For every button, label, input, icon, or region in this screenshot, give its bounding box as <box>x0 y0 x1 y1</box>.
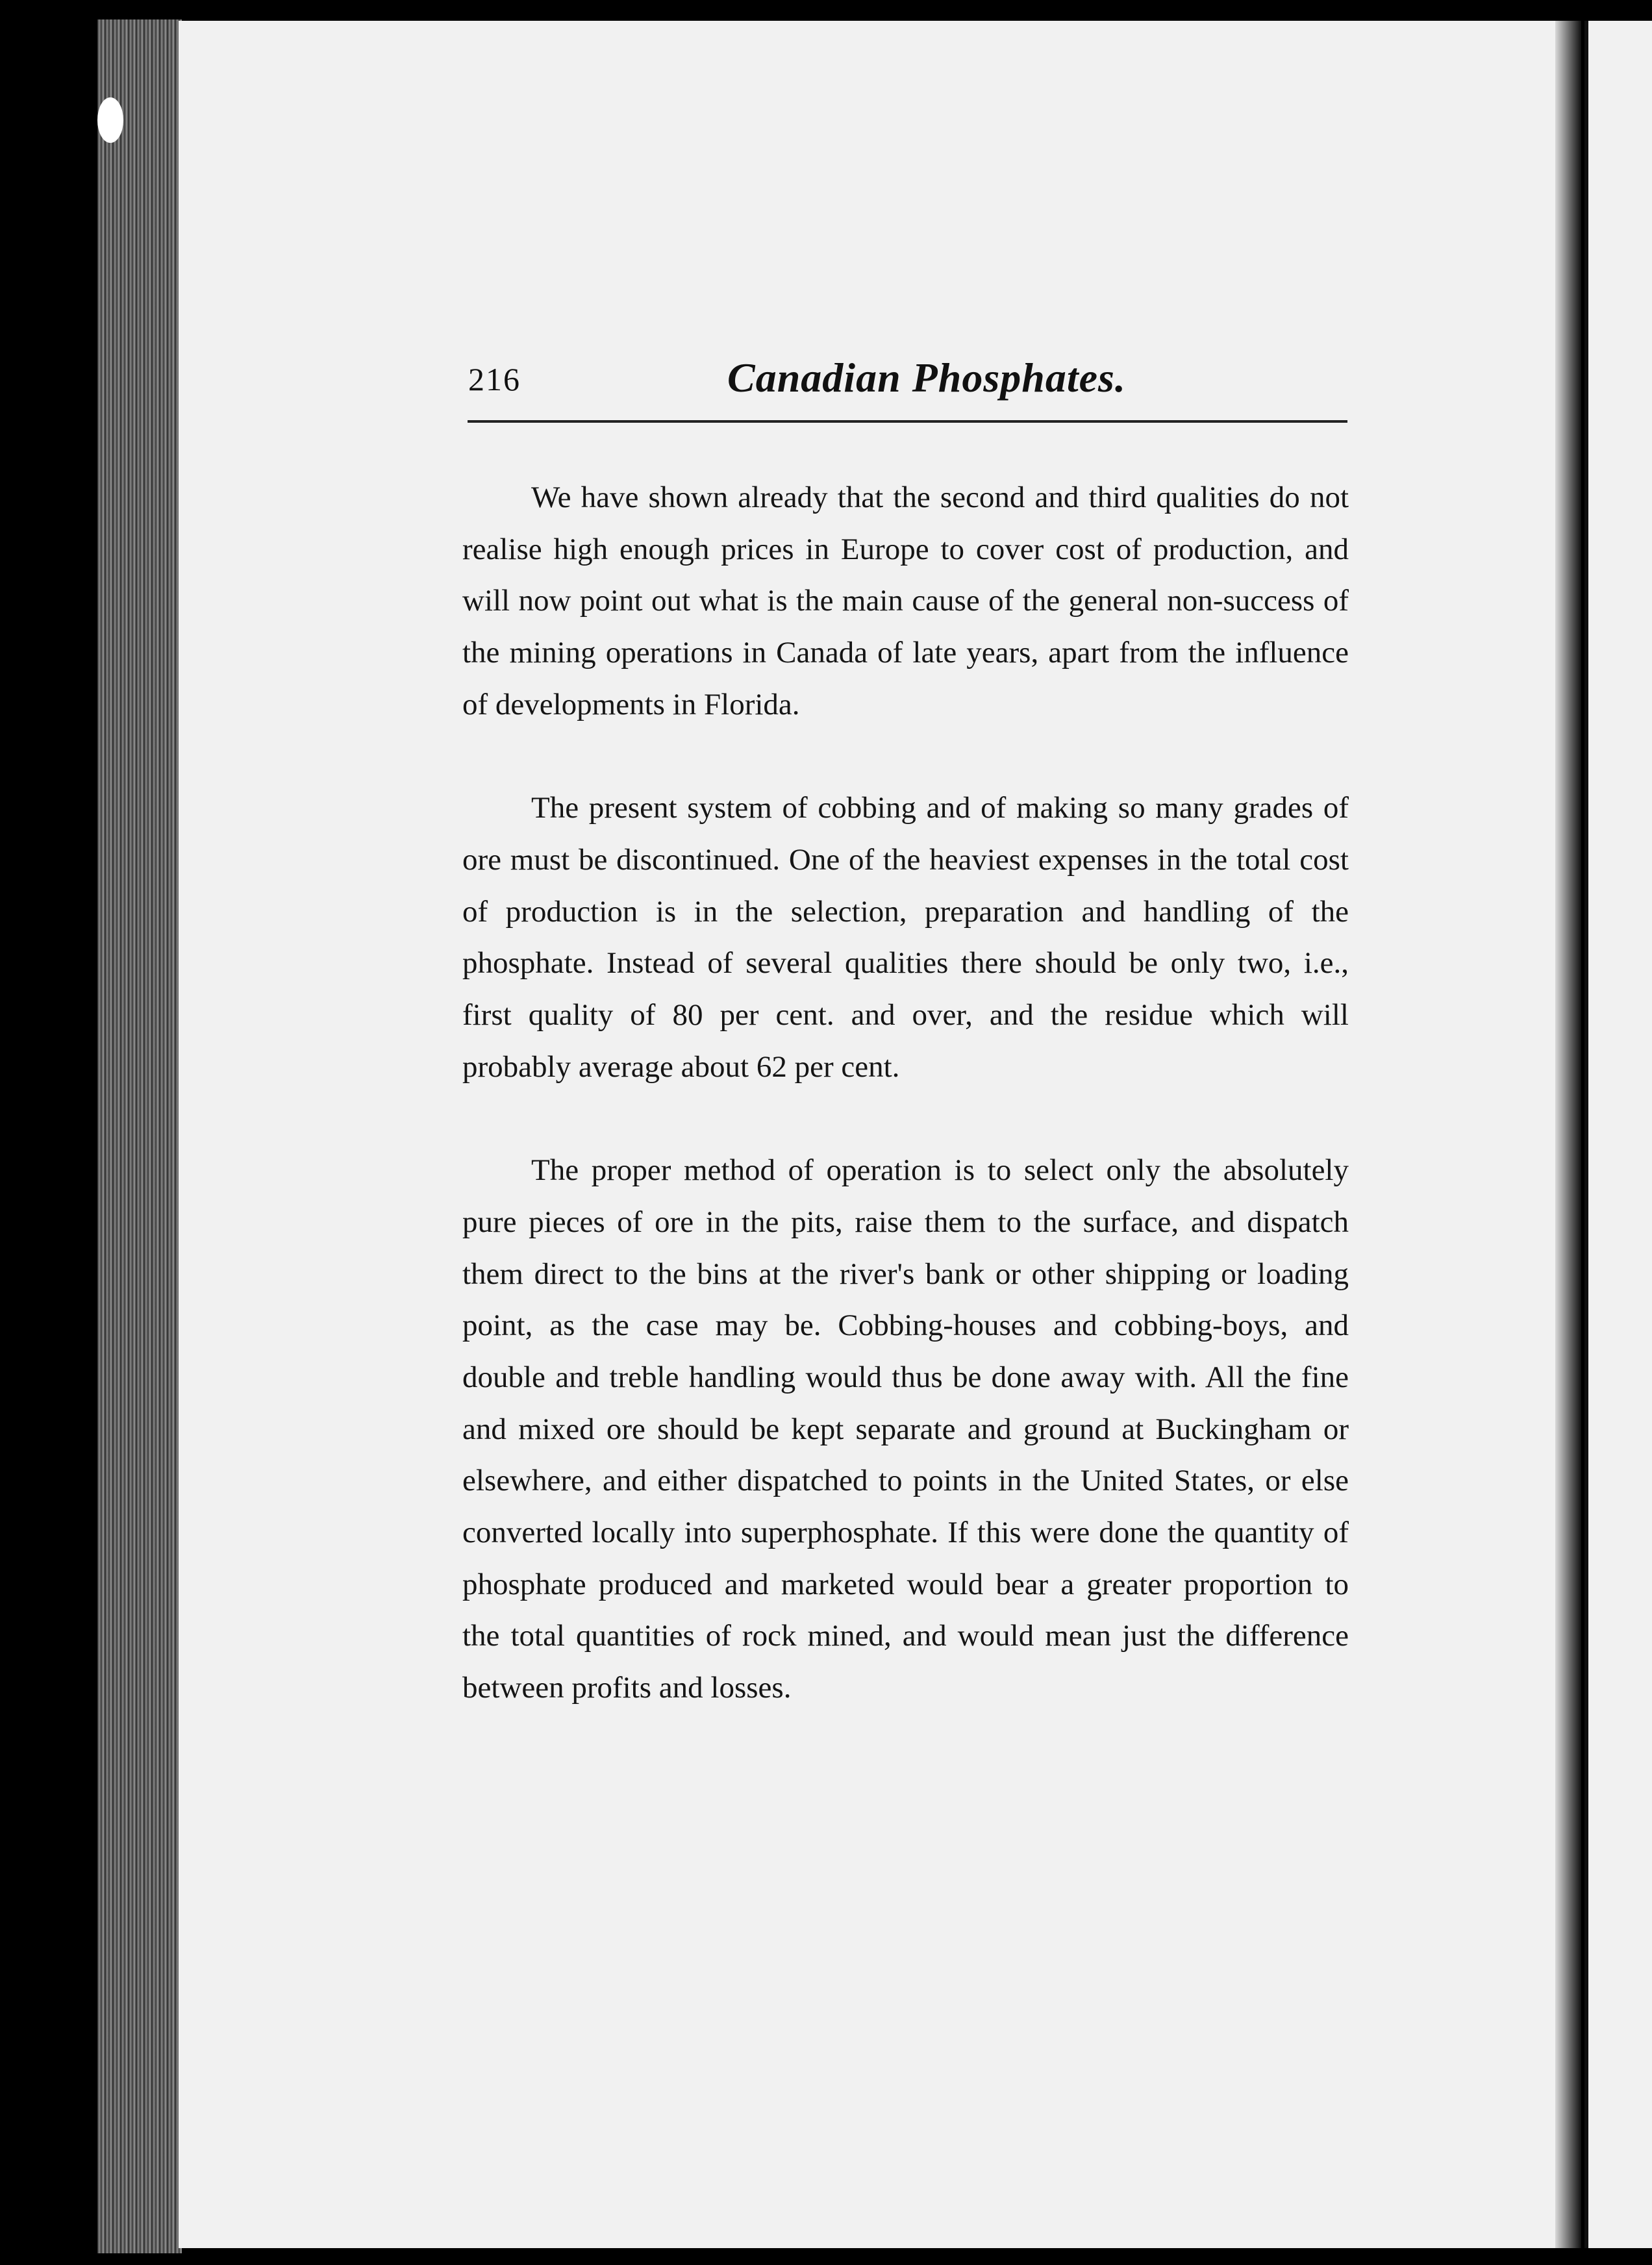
paragraph: The present system of cobbing and of making so many grades of ore must be discontinued. One of the heaviest expenses in the total cost of production is in the selection, preparation and handling of the phosphate. Instead of several qualities there should be only two, i.e., first quality of 80 per cent. and over, and the residue which will probably average about 62 per cent. <box>462 791 1349 1084</box>
white-speck-mark <box>97 97 123 143</box>
paragraph: We have shown already that the second and third qualities do not realise high enough prices in Europe to cover cost of production, and will now point out what is the main cause of the general non-success of the mining operations in Canada of late years, apart from the influence of developments in Florida. <box>462 481 1349 721</box>
running-title: Canadian Phosphates. <box>727 355 1126 401</box>
header-rule <box>468 420 1347 423</box>
body-text <box>462 472 1349 1714</box>
paragraph: The proper method of operation is to select only the absolutely pure pieces of ore in the pits, raise them to the surface, and dispatch them direct to the bins at the river's bank or other shipping or loading point, as the case may be. Cobbing-houses and cobbing-boys, and double and treble handling would thus be done away with. All the fine and mixed ore should be kept separate and ground at Buckingham or elsewhere, and either dispatched to points in the United States, or else converted locally into superphosphate. If this were done the quantity of phosphate produced and marketed would bear a greater proportion to the total quantities of rock mined, and would mean just the difference between profits and losses. <box>462 1153 1349 1705</box>
page-header <box>464 354 1347 406</box>
book-page-edges <box>97 19 182 2253</box>
book-gutter-shadow <box>1555 21 1581 2248</box>
facing-page-edge <box>1584 21 1652 2248</box>
page-number: 216 <box>468 361 521 397</box>
